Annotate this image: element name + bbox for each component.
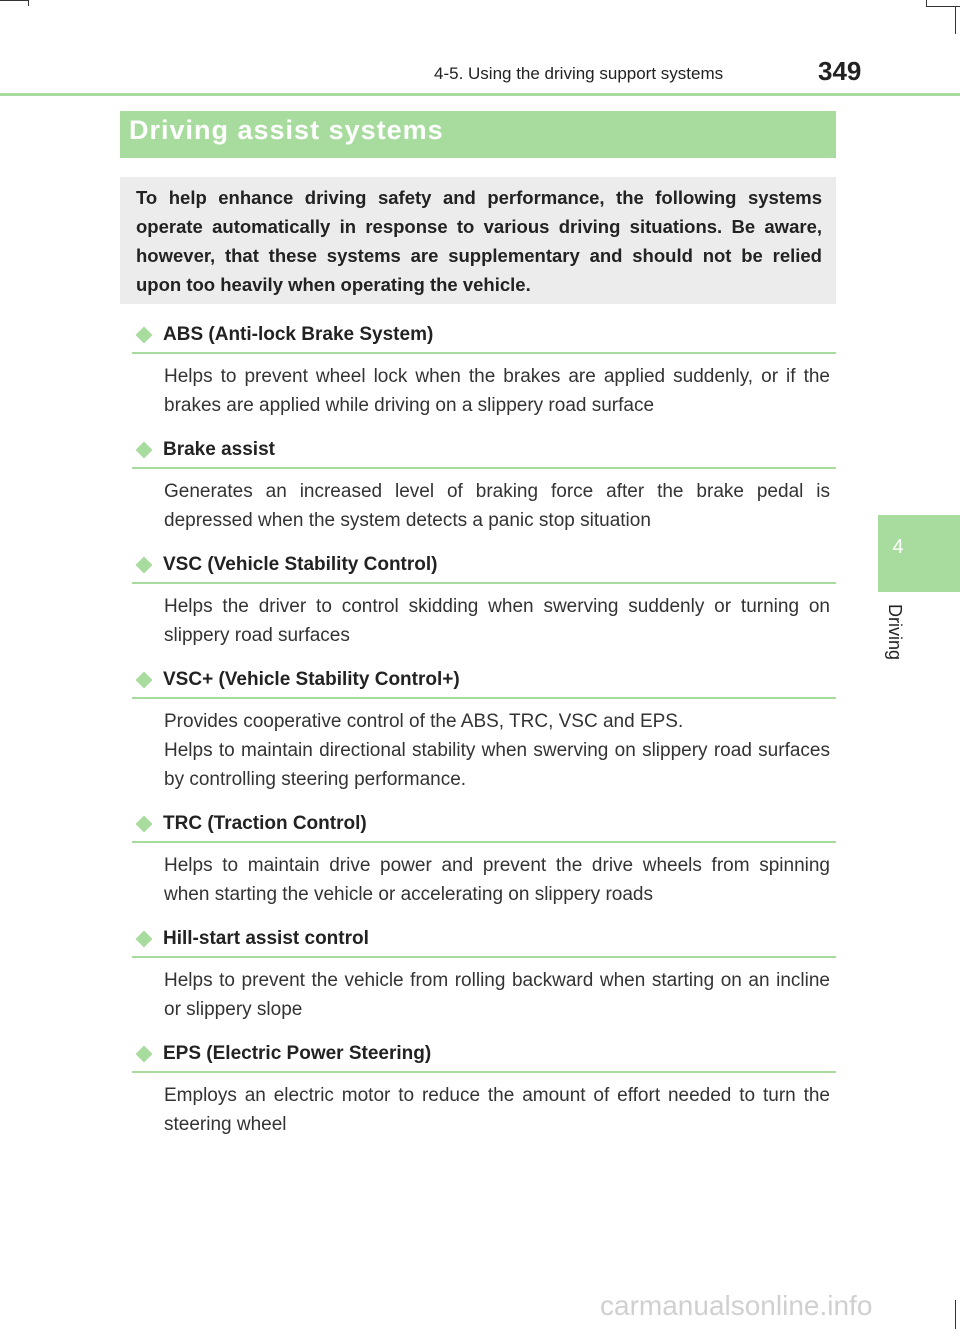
page-header (0, 0, 960, 96)
item-description: Helps to maintain drive power and prevent the drive wheels from spinning when starting the vehicle or accelerating on slippery roads (164, 855, 830, 905)
intro-text: To help enhance driving safety and performance, the following systems operate automatically in response to various driving situations. Be aware, however, that these systems are supplementary and should not be relied upon too heavily when operating the vehicle. (136, 187, 822, 295)
list-item (132, 1037, 836, 1139)
item-description-line: Helps to maintain directional stability when swerving on slippery road surfaces by controlling steering performance. (164, 740, 830, 790)
list-item (132, 318, 836, 420)
item-heading (132, 663, 836, 699)
page-title-bar (120, 111, 836, 158)
item-description: Helps to prevent the vehicle from rolling backward when starting on an incline or slippery slope (164, 970, 830, 1020)
item-description: Helps the driver to control skidding when swerving suddenly or turning on slippery road surfaces (164, 596, 830, 646)
item-heading (132, 548, 836, 584)
item-title: TRC (Traction Control) (163, 813, 367, 834)
item-heading (132, 433, 836, 469)
item-title: VSC+ (Vehicle Stability Control+) (163, 669, 460, 690)
page-number: 349 (818, 56, 862, 86)
header-divider (0, 93, 960, 96)
page-title: Driving assist systems (129, 115, 444, 145)
watermark: carmanualsonline.info (600, 1290, 873, 1321)
item-heading (132, 922, 836, 958)
section-title: 4-5. Using the driving support systems (434, 64, 724, 83)
item-description: Helps to prevent wheel lock when the brakes are applied suddenly, or if the brakes are applied while driving on a slippery road surface (164, 366, 830, 416)
diamond-bullet-icon (136, 557, 153, 574)
item-title: Hill-start assist control (163, 928, 369, 949)
chapter-number: 4 (892, 536, 904, 558)
crop-mark (955, 1300, 956, 1329)
list-item (132, 807, 836, 909)
item-heading (132, 807, 836, 843)
item-description: Employs an electric motor to reduce the amount of effort needed to turn the steering wheel (164, 1085, 830, 1135)
diamond-bullet-icon (136, 672, 153, 689)
diamond-bullet-icon (136, 931, 153, 948)
chapter-label: Driving (885, 604, 905, 661)
list-item (132, 663, 836, 794)
list-item (132, 548, 836, 650)
item-title: Brake assist (163, 439, 275, 460)
system-list (132, 318, 836, 1152)
diamond-bullet-icon (136, 327, 153, 344)
list-item (132, 922, 836, 1024)
item-heading (132, 1037, 836, 1073)
item-title: VSC (Vehicle Stability Control) (163, 554, 438, 575)
item-description: Generates an increased level of braking force after the brake pedal is depressed when the system detects a panic stop situation (164, 481, 830, 531)
diamond-bullet-icon (136, 1046, 153, 1063)
item-title: EPS (Electric Power Steering) (163, 1043, 432, 1064)
list-item (132, 433, 836, 535)
item-heading (132, 318, 836, 354)
item-title: ABS (Anti-lock Brake System) (163, 324, 434, 345)
diamond-bullet-icon (136, 816, 153, 833)
item-description (164, 707, 830, 794)
item-description-line: Provides cooperative control of the ABS, TRC, VSC and EPS. (164, 711, 684, 732)
diamond-bullet-icon (136, 442, 153, 459)
intro-box (120, 177, 836, 304)
